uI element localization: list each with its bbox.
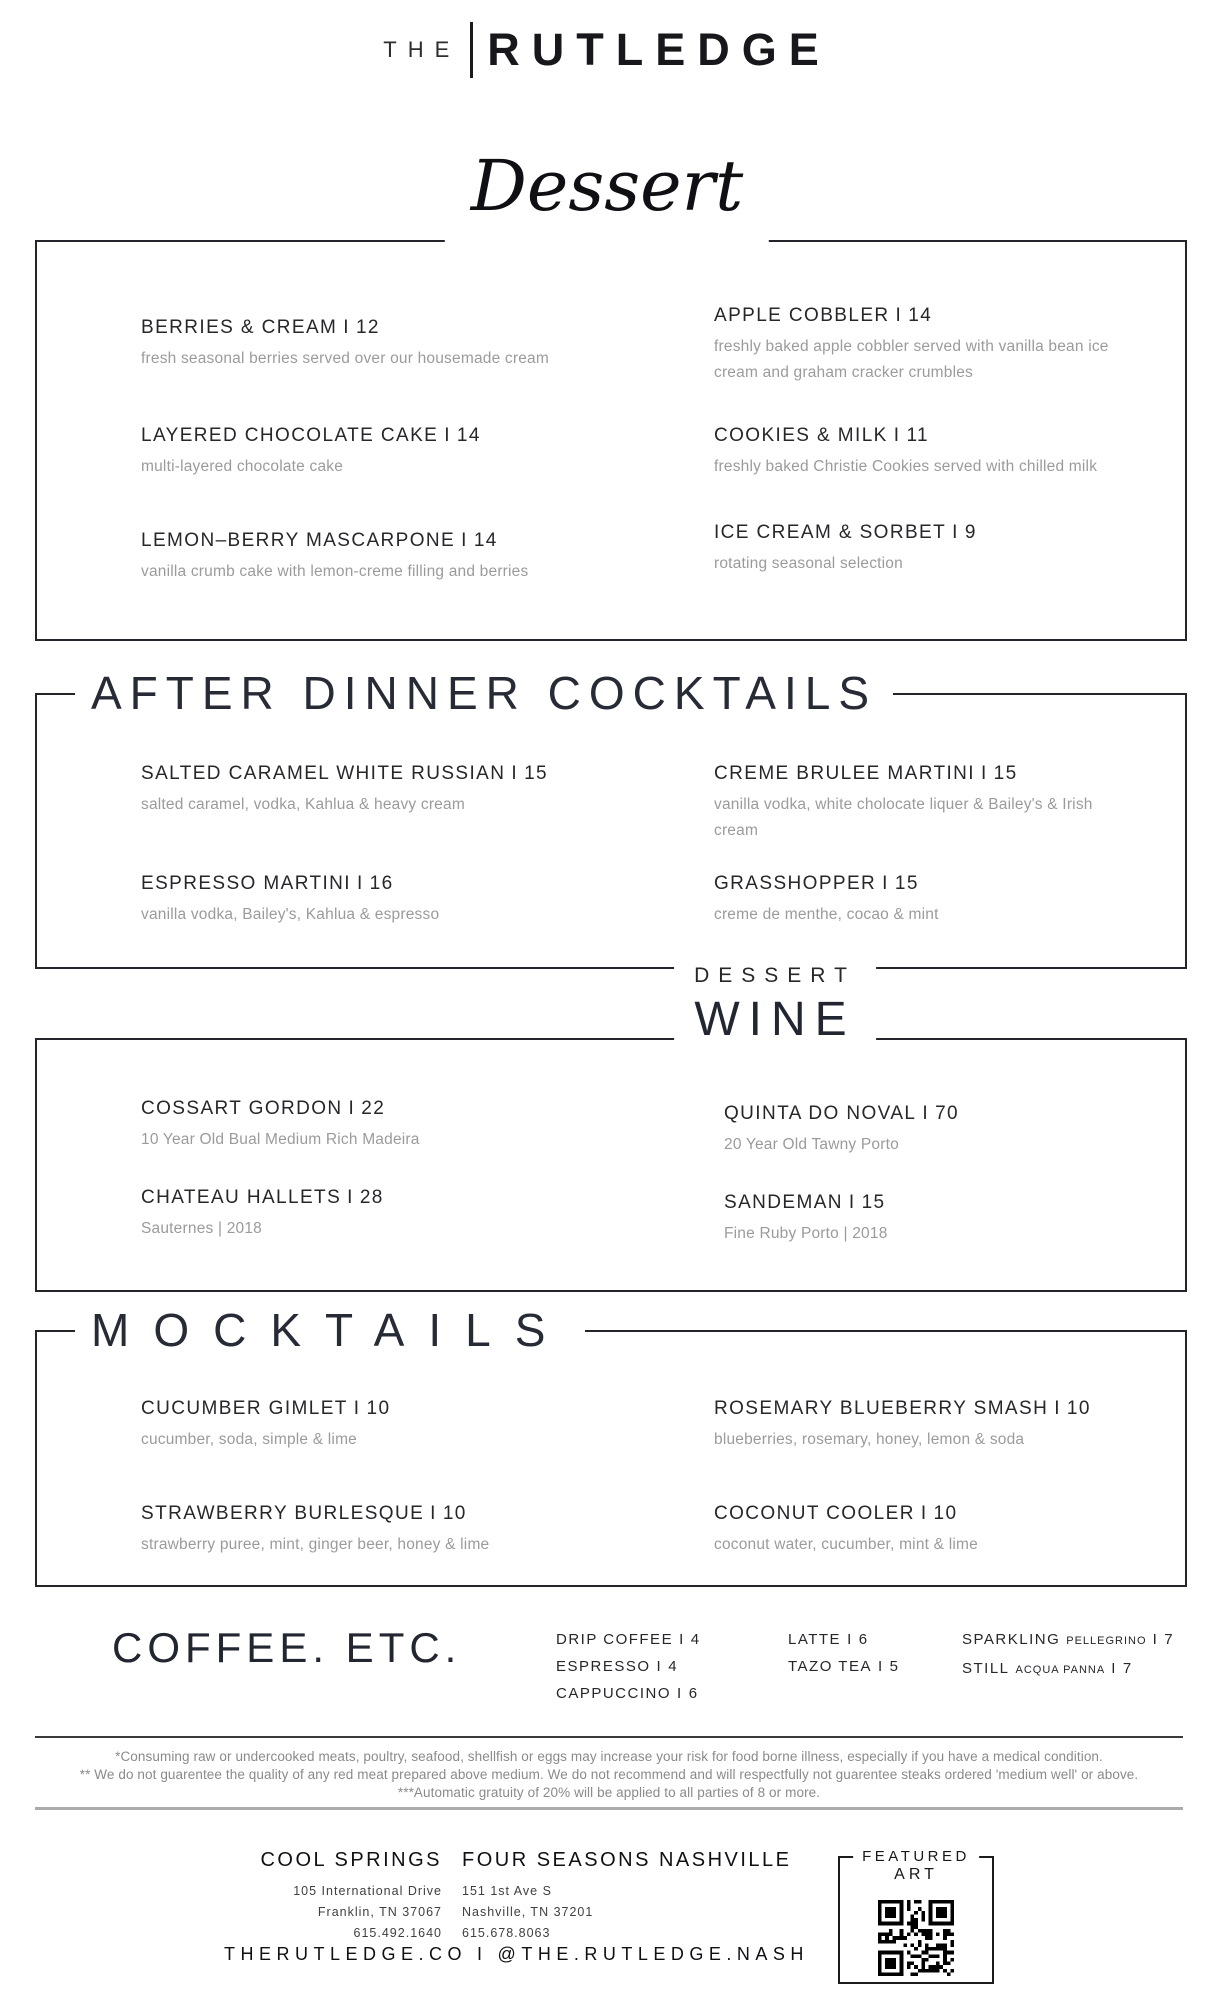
- item-title: [141, 1187, 611, 1209]
- menu-item: [724, 1103, 1154, 1158]
- item-title: [141, 530, 611, 552]
- item-title: [714, 305, 1126, 327]
- item-price: 10: [366, 1398, 391, 1419]
- location-address-line: Franklin, TN 37067: [317, 1905, 442, 1919]
- featured-art-box: [838, 1848, 994, 1984]
- item-description: coconut water, cucumber, mint & lime: [714, 1536, 978, 1553]
- item-name: ESPRESSO MARTINI: [141, 873, 351, 894]
- menu-item: [141, 1503, 611, 1558]
- after-dinner-left-column: [141, 695, 611, 967]
- item-price: 22: [361, 1098, 386, 1119]
- item-title: [724, 1192, 1154, 1214]
- item-title: [141, 425, 611, 447]
- website-url: THERUTLEDGE.CO: [224, 1944, 468, 1964]
- item-separator: I: [895, 305, 903, 326]
- item-subname: ACQUA PANNA: [1015, 1664, 1106, 1676]
- item-description: vanilla crumb cake with lemon-creme filling and berries: [141, 563, 529, 580]
- coffee-item: [556, 1653, 701, 1680]
- item-title: [141, 317, 611, 339]
- item-separator: I: [679, 1631, 685, 1648]
- location-title: FOUR SEASONS NASHVILLE: [462, 1849, 792, 1871]
- item-description: 20 Year Old Tawny Porto: [724, 1136, 899, 1153]
- location-phone: 615.492.1640: [353, 1926, 442, 1940]
- item-separator: I: [461, 530, 468, 551]
- item-separator: I: [353, 1398, 361, 1419]
- item-name: SANDEMAN: [724, 1192, 843, 1213]
- item-price: 15: [861, 1192, 886, 1213]
- item-separator: I: [477, 1944, 488, 1964]
- item-price: 14: [908, 305, 933, 326]
- item-price: 7: [1122, 1660, 1133, 1677]
- item-price: 12: [355, 317, 380, 338]
- item-separator: I: [847, 1631, 853, 1648]
- item-separator: I: [343, 317, 350, 338]
- item-title: [141, 1398, 611, 1420]
- location-four-seasons: [462, 1849, 792, 1944]
- item-separator: I: [893, 425, 901, 446]
- menu-item: [714, 1398, 1126, 1453]
- item-title: [141, 873, 611, 895]
- disclaimer-line: *Consuming raw or undercooked meats, poultry, seafood, shellfish or eggs may increase your risk for food borne illness, especially if you have a medical condition.: [115, 1749, 1103, 1764]
- logo-divider-bar: [470, 22, 473, 78]
- item-name: TAZO TEA: [788, 1658, 872, 1675]
- item-name: LAYERED CHOCOLATE CAKE: [141, 425, 439, 446]
- wine-left-column: [141, 1040, 611, 1290]
- item-name: COOKIES & MILK: [714, 425, 888, 446]
- item-name: COSSART GORDON: [141, 1098, 343, 1119]
- item-description: multi-layered chocolate cake: [141, 458, 344, 475]
- item-price: 4: [668, 1658, 679, 1675]
- dessert-section: [35, 240, 1187, 641]
- item-separator: I: [877, 1658, 884, 1675]
- item-title: [714, 1503, 1126, 1525]
- coffee-item: [788, 1653, 899, 1680]
- website-social-line: [224, 1944, 809, 1965]
- item-description: vanilla vodka, Bailey's, Kahlua & espresso: [141, 906, 440, 923]
- item-separator: I: [920, 1503, 928, 1524]
- item-description: freshly baked Christie Cookies served with chilled milk: [714, 458, 1098, 475]
- restaurant-logo: [0, 22, 1214, 78]
- item-description: creme de menthe, cocao & mint: [714, 906, 939, 923]
- item-name: ICE CREAM & SORBET: [714, 522, 947, 543]
- mocktails-left-column: [141, 1332, 611, 1585]
- wine-right-column: [724, 1040, 1154, 1290]
- item-description: salted caramel, vodka, Kahlua & heavy cream: [141, 796, 465, 813]
- menu-item: [141, 1098, 611, 1153]
- item-description: strawberry puree, mint, ginger beer, honey & lime: [141, 1536, 490, 1553]
- item-price: 28: [359, 1187, 384, 1208]
- item-price: 10: [442, 1503, 467, 1524]
- item-price: 15: [524, 763, 548, 784]
- item-title: [714, 425, 1126, 447]
- item-separator: I: [1054, 1398, 1061, 1419]
- dessert-left-column: [141, 242, 611, 639]
- logo-name: RUTLEDGE: [487, 24, 831, 75]
- menu-item: [141, 1398, 611, 1453]
- item-name: BERRIES & CREAM: [141, 317, 338, 338]
- item-subname: PELLEGRINO: [1066, 1635, 1147, 1647]
- dessert-wine-heading: [674, 964, 876, 1047]
- item-title: [714, 522, 1126, 544]
- item-separator: I: [952, 522, 959, 543]
- location-cool-springs: [160, 1849, 442, 1944]
- mocktails-section: [35, 1330, 1187, 1587]
- featured-label: FEATURED: [853, 1848, 979, 1865]
- item-separator: I: [882, 873, 889, 894]
- item-name: DRIP COFFEE: [556, 1631, 674, 1648]
- item-price: 14: [456, 425, 481, 446]
- after-dinner-cocktails-section: [35, 693, 1187, 969]
- coffee-column-3: [962, 1626, 1174, 1684]
- menu-item: [141, 317, 611, 372]
- coffee-item: [962, 1655, 1174, 1684]
- item-description: rotating seasonal selection: [714, 555, 903, 572]
- dessert-wine-title: WINE: [694, 993, 856, 1046]
- menu-item: [141, 1187, 611, 1242]
- item-price: 7: [1164, 1631, 1175, 1648]
- item-price: 14: [473, 530, 498, 551]
- item-name: CHATEAU HALLETS: [141, 1187, 342, 1208]
- after-dinner-cocktails-heading: AFTER DINNER COCKTAILS: [75, 666, 893, 720]
- item-title: [141, 1503, 611, 1525]
- item-price: 5: [889, 1658, 900, 1675]
- item-separator: I: [656, 1658, 663, 1675]
- item-separator: I: [347, 1187, 354, 1208]
- item-price: 15: [894, 873, 919, 894]
- item-title: [714, 763, 1126, 785]
- menu-item: [714, 873, 1126, 928]
- qr-code: [878, 1900, 954, 1976]
- item-name: ESPRESSO: [556, 1658, 651, 1675]
- disclaimer-line: ***Automatic gratuity of 20% will be applied to all parties of 8 or more.: [397, 1785, 821, 1800]
- logo-prefix: THE: [383, 37, 461, 62]
- item-name: CREME BRULEE MARTINI: [714, 763, 975, 784]
- item-name: GRASSHOPPER: [714, 873, 877, 894]
- coffee-etc-heading: COFFEE. ETC.: [112, 1624, 462, 1671]
- item-price: 10: [933, 1503, 958, 1524]
- item-name: APPLE COBBLER: [714, 305, 890, 326]
- location-title: COOL SPRINGS: [260, 1849, 442, 1871]
- location-address-line: 151 1st Ave S: [462, 1884, 552, 1898]
- dessert-right-column: [714, 242, 1126, 639]
- mocktails-heading: MOCKTAILS: [75, 1303, 585, 1357]
- item-description: freshly baked apple cobbler served with vanilla bean ice cream and graham cracker crumbles: [714, 338, 1109, 381]
- coffee-item: [962, 1626, 1174, 1655]
- item-name: ROSEMARY BLUEBERRY SMASH: [714, 1398, 1049, 1419]
- dessert-wine-kicker: DESSERT: [694, 964, 856, 987]
- item-title: [714, 1398, 1126, 1420]
- mocktails-right-column: [714, 1332, 1126, 1585]
- item-price: 6: [688, 1685, 699, 1702]
- item-name: CUCUMBER GIMLET: [141, 1398, 348, 1419]
- coffee-item: [788, 1626, 899, 1653]
- menu-item: [714, 1503, 1126, 1558]
- item-price: 4: [690, 1631, 701, 1648]
- item-price: 15: [993, 763, 1018, 784]
- item-name: SPARKLING: [962, 1631, 1061, 1648]
- item-name: QUINTA DO NOVAL: [724, 1103, 917, 1124]
- item-description: Sauternes | 2018: [141, 1220, 262, 1237]
- item-description: 10 Year Old Bual Medium Rich Madeira: [141, 1131, 420, 1148]
- item-description: cucumber, soda, simple & lime: [141, 1431, 357, 1448]
- item-name: STRAWBERRY BURLESQUE: [141, 1503, 425, 1524]
- dessert-script-title: Dessert: [445, 128, 769, 244]
- item-price: 70: [935, 1103, 960, 1124]
- item-separator: I: [348, 1098, 356, 1119]
- item-name: LEMON–BERRY MASCARPONE: [141, 530, 456, 551]
- item-description: Fine Ruby Porto | 2018: [724, 1225, 888, 1242]
- coffee-column-2: [788, 1626, 899, 1680]
- item-description: blueberries, rosemary, honey, lemon & soda: [714, 1431, 1025, 1448]
- item-name: SALTED CARAMEL WHITE RUSSIAN: [141, 763, 506, 784]
- menu-item: [714, 522, 1126, 577]
- featured-art-label: ART: [894, 1866, 938, 1883]
- menu-item: [714, 305, 1126, 386]
- item-title: [141, 763, 611, 785]
- disclaimer-line: ** We do not guarentee the quality of any red meat prepared above medium. We do not recommend and will respectfully not guarentee steaks ordered 'medium well' or above.: [79, 1767, 1139, 1782]
- item-separator: I: [1111, 1660, 1117, 1677]
- item-separator: I: [922, 1103, 930, 1124]
- item-price: 16: [369, 873, 394, 894]
- dessert-wine-section: [35, 1038, 1187, 1292]
- after-dinner-right-column: [714, 695, 1126, 967]
- item-separator: I: [511, 763, 519, 784]
- item-separator: I: [848, 1192, 856, 1213]
- item-name: COCONUT COOLER: [714, 1503, 915, 1524]
- item-description: vanilla vodka, white cholocate liquer & Bailey's & Irish cream: [714, 796, 1093, 839]
- menu-item: [141, 873, 611, 928]
- item-name: CAPPUCCINO: [556, 1685, 672, 1702]
- location-phone: 615.678.8063: [462, 1926, 551, 1940]
- item-price: 11: [906, 425, 929, 446]
- item-description: fresh seasonal berries served over our housemade cream: [141, 350, 549, 367]
- coffee-item: [556, 1626, 701, 1653]
- item-name: STILL: [962, 1660, 1010, 1677]
- item-separator: I: [430, 1503, 437, 1524]
- item-separator: I: [980, 763, 988, 784]
- item-separator: I: [444, 425, 451, 446]
- menu-item: [141, 425, 611, 480]
- menu-item: [714, 763, 1126, 844]
- menu-item: [724, 1192, 1154, 1247]
- item-price: 6: [858, 1631, 869, 1648]
- item-separator: I: [677, 1685, 683, 1702]
- location-address-line: Nashville, TN 37201: [462, 1905, 594, 1919]
- menu-item: [141, 530, 611, 585]
- location-address-line: 105 International Drive: [293, 1884, 442, 1898]
- item-separator: I: [1152, 1631, 1159, 1648]
- item-name: LATTE: [788, 1631, 842, 1648]
- coffee-item: [556, 1680, 701, 1707]
- item-title: [724, 1103, 1154, 1125]
- item-separator: I: [356, 873, 364, 894]
- item-price: 9: [964, 522, 977, 543]
- coffee-column-1: [556, 1626, 701, 1707]
- menu-item: [714, 425, 1126, 480]
- menu-item: [141, 763, 611, 818]
- item-title: [141, 1098, 611, 1120]
- item-price: 10: [1066, 1398, 1091, 1419]
- item-title: [714, 873, 1126, 895]
- instagram-handle: @THE.RUTLEDGE.NASH: [497, 1944, 809, 1964]
- disclaimer-strip: [35, 1736, 1183, 1810]
